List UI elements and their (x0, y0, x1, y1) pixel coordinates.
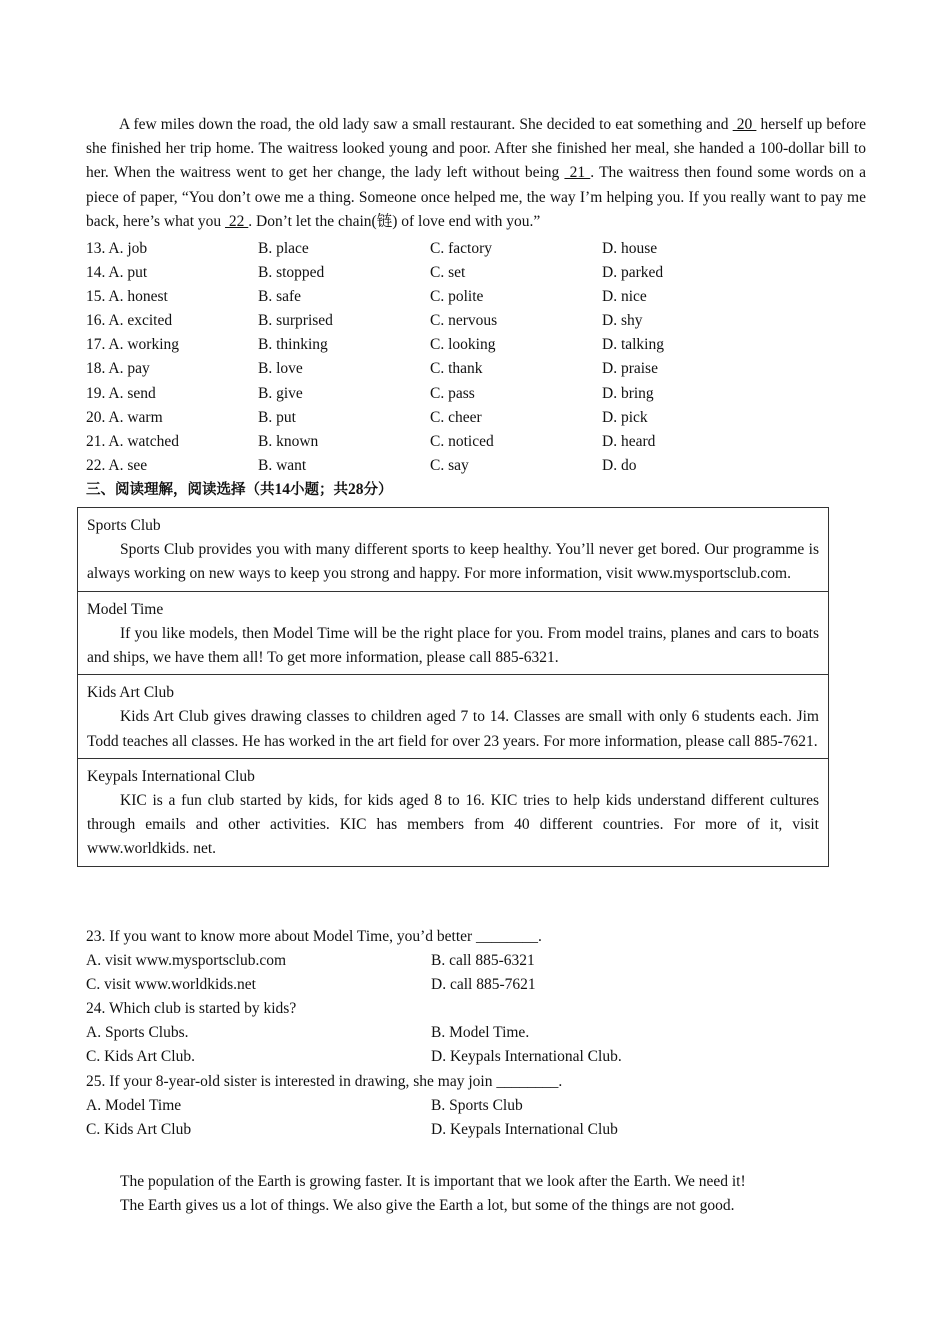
option-d: D. call 885-7621 (431, 976, 536, 994)
reading-questions (86, 925, 866, 1142)
option-c: C. nervous (430, 312, 498, 330)
option-a: A. put (108, 264, 148, 282)
cloze-row: 22. A. see B. want C. say D. do (86, 454, 866, 478)
blank-20: 20 (732, 116, 757, 133)
option-b: B. put (258, 408, 296, 426)
question-stem: 25. If your 8-year-old sister is interested in drawing, she may join ________. (86, 1072, 563, 1090)
option-d: D. nice (602, 288, 647, 306)
passage-line: The Earth gives us a lot of things. We also give the Earth a lot, but some of the things are not good. (120, 1197, 735, 1215)
option-b: B. safe (258, 288, 302, 306)
option-c: C. noticed (430, 432, 494, 450)
option-a: A. visit www.mysportsclub.com (86, 952, 287, 970)
option-a: A. honest (108, 288, 168, 306)
option-a: A. excited (108, 312, 173, 330)
option-c: C. cheer (430, 408, 482, 426)
ad-body: If you like models, then Model Time will be the right place for you. From model trains, planes and cars to boats and ships, we have them all! To get more information, please call 885-6321. (87, 624, 819, 667)
option-c: C. thank (430, 360, 483, 378)
option-c: C. factory (430, 240, 492, 257)
section-heading: 三、阅读理解，阅读选择（共 14 小题；共 28 分） (86, 480, 393, 498)
passage-earth (120, 1170, 860, 1218)
option-c: C. looking (430, 336, 496, 354)
cloze-row: 20. A. warm B. put C. cheer D. pick (86, 406, 866, 430)
cloze-row: 15. A. honest B. safe C. polite D. nice (86, 285, 866, 309)
option-b: B. love (258, 360, 303, 378)
cloze-options (86, 237, 866, 502)
question-stem: 24. Which club is started by kids? (86, 1000, 297, 1018)
ad-sports-club (78, 508, 828, 591)
ad-body: Sports Club provides you with many different sports to keep healthy. You’ll never get bored. Our programme is always working on new ways to keep you strong and happy. For more information, visit www.mysportsclub.com. (87, 541, 819, 583)
option-c: C. polite (430, 288, 484, 306)
option-b: B. Sports Club (431, 1096, 523, 1114)
cloze-row: 17. A. working B. thinking C. looking D. talking (86, 333, 866, 357)
option-d: D. house (602, 240, 658, 257)
option-b: B. stopped (258, 264, 325, 282)
blank-22: 22 (225, 212, 249, 230)
option-a: A. see (108, 456, 148, 474)
cloze-row: 19. A. send B. give C. pass D. bring (86, 382, 866, 406)
story-paragraph (86, 113, 866, 234)
cloze-row: 14. A. put B. stopped C. set D. parked (86, 261, 866, 285)
option-a: A. working (108, 336, 180, 354)
option-b: B. call 885-6321 (431, 952, 535, 970)
ad-keypals-club (78, 758, 828, 866)
blank-21: 21 (564, 164, 591, 182)
ad-body: Kids Art Club gives drawing classes to children aged 7 to 14. Classes are small with only 6 students each. Jim Todd teaches all classes. He has worked in the art field for over 23 years. For more information, please call 885-7621. (87, 708, 819, 750)
option-c: C. visit www.worldkids.net (86, 976, 256, 994)
option-d: D. heard (602, 432, 656, 450)
option-c: C. Kids Art Club. (86, 1048, 195, 1066)
option-d: D. pick (602, 408, 648, 426)
question-stem: 23. If you want to know more about Model Time, you’d better ________. (86, 928, 542, 945)
cloze-row: 18. A. pay B. love C. thank D. praise (86, 357, 866, 381)
option-d: D. Keypals International Club (431, 1120, 618, 1138)
ad-title: Keypals International Club (87, 767, 255, 785)
option-d: D. Keypals International Club. (431, 1048, 622, 1066)
option-a: A. send (108, 384, 156, 402)
option-b: B. place (258, 240, 309, 257)
option-d: D. praise (602, 360, 658, 378)
club-ads-box (77, 507, 829, 867)
option-a: A. job (108, 240, 148, 257)
ad-title: Kids Art Club (87, 684, 174, 702)
ad-body: KIC is a fun club started by kids, for kids aged 8 to 16. KIC tries to help kids understand different cultures through emails and other activities. KIC has members from 40 different countries. For more of it, visit www.worldkids. net. (87, 792, 819, 858)
story-text: . Don’t let the chain(链) of love end with you.” (248, 212, 541, 230)
option-c: C. set (430, 264, 466, 282)
option-d: D. shy (602, 312, 643, 330)
option-d: D. bring (602, 384, 654, 402)
option-d: D. parked (602, 264, 664, 282)
ad-model-time (78, 591, 828, 675)
ad-title: Model Time (87, 600, 164, 618)
option-a: A. pay (108, 360, 150, 378)
ad-title: Sports Club (87, 517, 161, 534)
option-d: D. talking (602, 336, 664, 354)
ad-kids-art-club (78, 674, 828, 758)
option-c: C. Kids Art Club (86, 1120, 192, 1138)
option-c: C. pass (430, 384, 475, 402)
story-text: A few miles down the road, the old lady saw a small restaurant. She decided to eat something and (119, 116, 733, 133)
option-a: A. Sports Clubs. (86, 1024, 189, 1042)
option-b: B. thinking (258, 336, 328, 354)
option-b: B. surprised (258, 312, 333, 330)
option-a: A. Model Time (86, 1096, 182, 1114)
option-c: C. say (430, 456, 469, 474)
option-b: B. want (258, 456, 307, 474)
option-b: B. known (258, 432, 319, 450)
option-b: B. Model Time. (431, 1024, 530, 1042)
option-a: A. warm (108, 408, 163, 426)
option-a: A. watched (108, 432, 179, 450)
option-d: D. do (602, 456, 637, 474)
option-b: B. give (258, 384, 303, 402)
passage-line: The population of the Earth is growing faster. It is important that we look after the Earth. We need it! (120, 1173, 746, 1190)
cloze-row: 16. A. excited B. surprised C. nervous D. shy (86, 309, 866, 333)
story-text: . The waitress then found some words on a piece of paper, “You don’t owe me a thing. Someone once helped me, the way I’m helping you. If you really want to pay me back, here’s what you (86, 164, 866, 230)
story-text: herself up before she finished her trip home. The waitress looked young and poor. After she finished her meal, she handed a 100-dollar bill to her. When the waitress went to get her change, the lady left without being (86, 116, 866, 182)
cloze-row: 21. A. watched B. known C. noticed D. heard (86, 430, 866, 454)
cloze-row: 13. A. job B. place C. factory D. house (86, 237, 866, 261)
